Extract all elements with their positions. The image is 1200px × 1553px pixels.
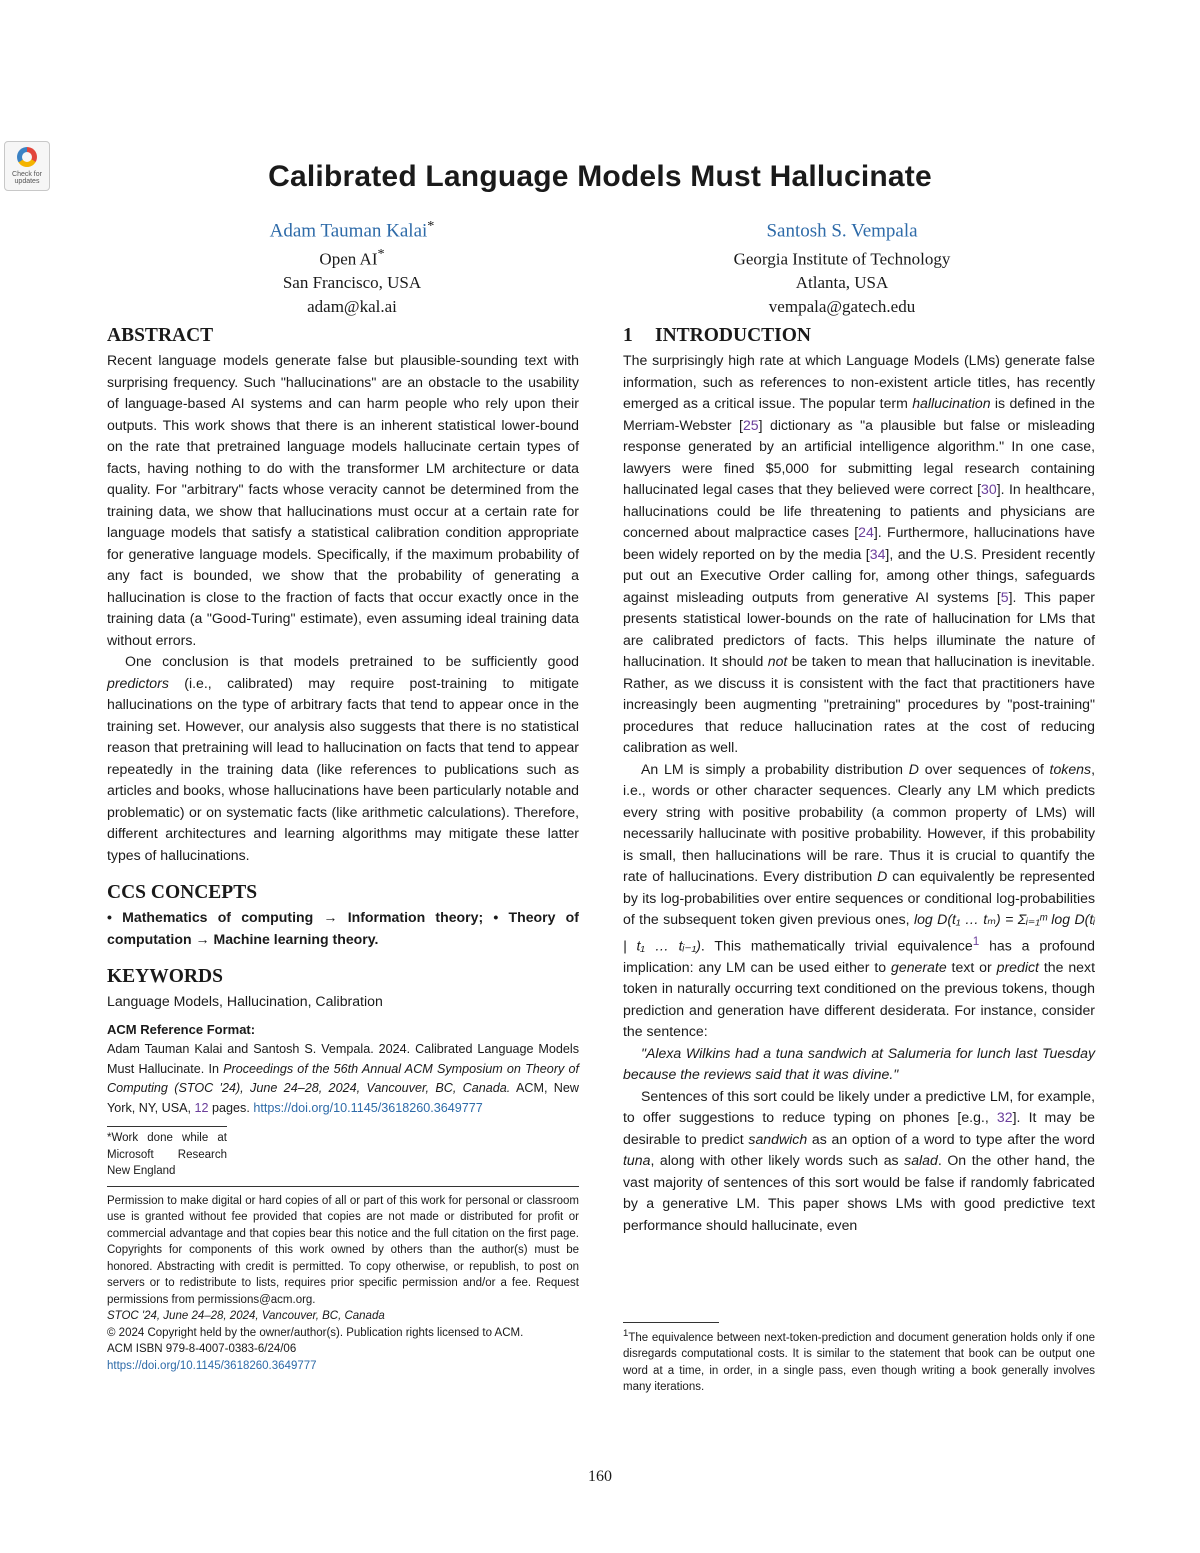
- ccs-heading: CCS CONCEPTS: [107, 882, 258, 903]
- permission-text: Permission to make digital or hard copies of all or part of this work for personal or classroom use is granted without fee provided that copies are not made or distributed for profit or commercial advantage and that copies bear this notice and the full citation on the first page. Copyrights for components of this work owned by others than the author(s) must be honored. Abstracting with credit is permitted. To copy otherwise, or republish, to post on servers or to redistribute to lists, requires prior specific permission and/or a fee. Request permissions from permissions@acm.org.: [107, 1194, 579, 1306]
- intro-paragraph-3: Sentences of this sort could be likely under a predictive LM, for example, to offer suggestions to reduce typing on phones [e.g., 32]. It may be desirable to predict sandwich as an option of a word to type after the word tuna, along with other likely words such as salad. On the other hand, the vast majority of sentences of this sort would be false if randomly fabricated by a generative LM. This paper shows LMs with good predictive text performance should hallucinate, even: [623, 1087, 1096, 1233]
- affiliation-mark: *: [377, 246, 385, 263]
- acm-reference-heading: ACM Reference Format:: [107, 1021, 256, 1037]
- equation: log D(t₁ … tₘ) = Σᵢ₌₁ᵐ log D(tᵢ | t₁ … tᵢ₋₁): [623, 911, 1095, 954]
- citation-link[interactable]: 32: [996, 1109, 1013, 1126]
- doi-link[interactable]: https://doi.org/10.1145/3618260.3649777: [253, 1100, 483, 1115]
- author-affiliation: Open AI: [319, 249, 378, 269]
- author-name[interactable]: Adam Tauman Kalai: [269, 220, 428, 242]
- page-number: 160: [588, 1468, 612, 1485]
- author-mark: *: [427, 218, 435, 234]
- pages-link[interactable]: 12: [194, 1100, 209, 1115]
- keywords-heading: KEYWORDS: [107, 966, 223, 987]
- author-email[interactable]: vempala@gatech.edu: [768, 296, 916, 316]
- author-location: Atlanta, USA: [795, 273, 889, 293]
- author-affiliation: Georgia Institute of Technology: [733, 249, 951, 269]
- author-location: San Francisco, USA: [282, 273, 422, 293]
- author-name[interactable]: Santosh S. Vempala: [766, 220, 918, 242]
- isbn-line: ACM ISBN 979-8-4007-0383-6/24/06: [107, 1343, 297, 1355]
- footnote-left: *Work done while at Microsoft Research New England: [107, 1126, 227, 1180]
- author-block-1: [142, 215, 562, 318]
- acm-reference-text: Adam Tauman Kalai and Santosh S. Vempala. 2024. Calibrated Language Models Must Hallucinate. In Proceedings of the 56th Annual ACM Symposium on Theory of Computing (STOC '24), June 24–28, 2024, Vancouver, BC, Canada. ACM, New York, NY, USA, 12 pages. https://doi.org/10.1145/3618260.3649777: [107, 1042, 579, 1115]
- footnote-link[interactable]: 1: [972, 934, 980, 948]
- right-column: [623, 322, 1095, 1236]
- ccs-concepts: • Mathematics of computing → Information theory; • Theory of computation → Machine learning theory.: [107, 909, 579, 947]
- citation-link[interactable]: 24: [858, 524, 874, 540]
- venue-line: STOC '24, June 24–28, 2024, Vancouver, BC, Canada: [107, 1310, 385, 1322]
- copyright-line: © 2024 Copyright held by the owner/author(s). Publication rights licensed to ACM.: [107, 1326, 524, 1339]
- keywords-list: Language Models, Hallucination, Calibration: [107, 993, 383, 1009]
- author-email[interactable]: adam@kal.ai: [307, 296, 397, 316]
- example-quote: "Alexa Wilkins had a tuna sandwich at Salumeria for lunch last Tuesday because the reviews said that it was divine.": [623, 1044, 1095, 1083]
- intro-heading: 1 INTRODUCTION: [623, 325, 812, 346]
- intro-paragraph-2: An LM is simply a probability distribution D over sequences of tokens, i.e., words or other character sequences. Clearly any LM which predicts every string with positive probability (a common property of LMs) will necessarily hallucinate with positive probability. However, if this probability is small, then hallucinations will be rare. Thus it is crucial to quantify the rate of hallucinations. Every distribution D can equivalently be represented by its log-probabilities over entire sequences or conditional log-probabilities of the subsequent token given previous ones, log D(t₁ … tₘ) = Σᵢ₌₁ᵐ log D(tᵢ | t₁ … tᵢ₋₁). This mathematically trivial equivalence$^1$ has a profound implication: any LM can be used either to generate text or predict the next token in naturally occurring text conditioned on the previous tokens, though prediction and generation have different desiderata. For instance, consider the sentence:: [623, 760, 1095, 1040]
- permission-doi-link[interactable]: https://doi.org/10.1145/3618260.3649777: [107, 1359, 317, 1372]
- badge-label: Check for updates: [12, 171, 42, 185]
- abstract-paragraph-2: One conclusion is that models pretrained to be sufficiently good predictors (i.e., calibrated) may require post-training to mitigate hallucinations on the type of arbitrary facts that tend to appear once in the training set. However, our analysis also suggests that there is no statistical reason that pretraining will lead to hallucination on facts that tend to appear repeatedly in the training data (like references to publications such as articles and books, whose hallucinations have been particularly notable and problematic) or on systematic facts (like arithmetic calculations). Therefore, different architectures and learning algorithms may mitigate these latter types of hallucinations.: [107, 653, 579, 863]
- citation-link[interactable]: 5: [1000, 588, 1009, 605]
- author-block-2: [632, 215, 1052, 318]
- citation-link[interactable]: 34: [869, 545, 886, 562]
- permission-block: [107, 1186, 579, 1375]
- intro-paragraph-1: The surprisingly high rate at which Language Models (LMs) generate false information, such as references to non-existent article titles, has recently emerged as a critical issue. The popular term hallucination is defined in the Merriam-Webster [25] dictionary as "a plausible but false or misleading response generated by an artificial intelligence algorithm." In one case, lawyers were fined $5,000 for submitting legal research containing hallucinated legal cases that they believed were correct [30]. In healthcare, hallucinations could be life threatening to patients and physicians are concerned about malpractice cases [24]. Furthermore, hallucinations have been widely reported on by the media [34], and the U.S. President recently put out an Executive Order calling for, among other things, safeguards against misleading outputs from generative AI systems [5]. This paper presents statistical lower-bounds on the rate of hallucination for LMs that are calibrated predictors of facts. This helps illuminate the nature of hallucination. It should not be taken to mean that hallucination is inevitable. Rather, as we discuss it is consistent with the fact that practitioners have increasingly been augmenting "pretraining" procedures by "post-training" procedures that reduce hallucination rates at the cost of reducing calibration as well.: [623, 352, 1096, 755]
- citation-link[interactable]: 30: [981, 481, 997, 497]
- abstract-paragraph-1: Recent language models generate false but plausible-sounding text with surprising frequency. Such "hallucinations" are an obstacle to the usability of language-based AI systems and can harm people who rely upon their outputs. This work shows that there is an inherent statistical lower-bound on the rate that pretrained language models hallucinate certain types of facts, having nothing to do with the transformer LM architecture or data quality. For "arbitrary" facts whose veracity cannot be determined from the training data, we show that hallucinations must occur at a certain rate for language models that satisfy a statistical calibration condition appropriate for generative language models. Specifically, if the maximum probability of any fact is bounded, we show that the probability of generating a hallucination is close to the fraction of facts that occur exactly once in the training data (a "Good-Turing" estimate), even assuming ideal training data without errors.: [107, 352, 579, 648]
- citation-link[interactable]: 25: [742, 416, 759, 433]
- footnote-right: $^1$The equivalence between next-token-prediction and document generation holds only if one disregards computational costs. It is similar to the statement that book can be output one word at a time, in order, in a single pass, even though writing a book generally involves many iterations.: [623, 1322, 1095, 1396]
- paper-title: Calibrated Language Models Must Hallucinate: [268, 160, 932, 193]
- left-column: [107, 322, 579, 1374]
- abstract-heading: ABSTRACT: [107, 325, 214, 346]
